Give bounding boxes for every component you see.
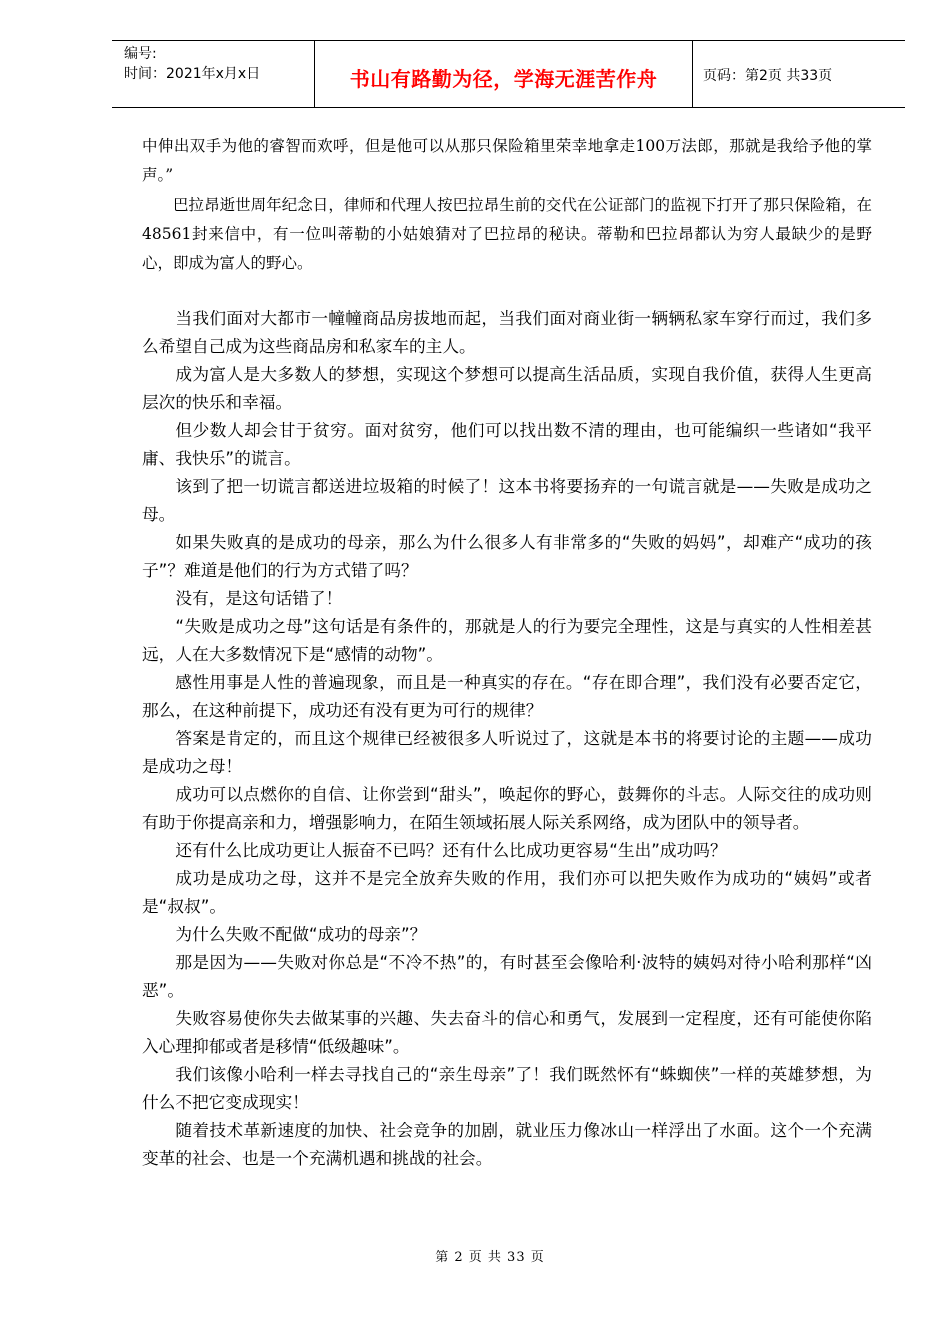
paragraph: 随着技术革新速度的加快、社会竞争的加剧，就业压力像冰山一样浮出了水面。这个一个充满变革的社会、也是一个充满机遇和挑战的社会。 [142,1120,872,1169]
header-page-cell [693,41,905,107]
header-motto-cell [315,41,693,107]
paragraph: 没有，是这句话错了！ [175,588,343,609]
header-left-cell [112,41,315,107]
paragraph: 答案是肯定的，而且这个规律已经被很多人听说过了，这就是本书的将要讨论的主题——成功是成功之母！ [142,728,872,777]
paragraph: 那是因为——失败对你总是“不冷不热”的，有时甚至会像哈利·波特的姨妈对待小哈利那样“凶恶”。 [142,952,872,1001]
document-body [142,132,872,1172]
paragraph: 还有什么比成功更让人振奋不已吗？还有什么比成功更容易“生出”成功吗？ [175,840,727,861]
paragraph: 失败容易使你失去做某事的兴趣、失去奋斗的信心和勇气，发展到一定程度，还有可能使你陷入心理抑郁或者是移情“低级趣味”。 [142,1008,872,1057]
document-header [112,40,905,108]
paragraph: 我们该像小哈利一样去寻找自己的“亲生母亲”了！我们既然怀有“蛛蜘侠”一样的英雄梦想，为什么不把它变成现实！ [142,1064,872,1113]
quote-paragraph: 中伸出双手为他的睿智而欢呼，但是他可以从那只保险箱里荣幸地拿走100万法郎，那就是我给予他的掌声。” [142,137,872,185]
paragraph: “失败是成功之母”这句话是有条件的，那就是人的行为要完全理性，这是与真实的人性相差甚远，人在大多数情况下是“感情的动物”。 [142,616,872,665]
paragraph: 为什么失败不配做“成功的母亲”？ [175,924,427,945]
page-footer [0,1246,950,1265]
time-label: 时间：2021年x月x日 [124,66,261,82]
paragraph: 如果失败真的是成功的母亲，那么为什么很多人有非常多的“失败的妈妈”，却难产“成功的孩子”？难道是他们的行为方式错了吗？ [142,532,872,581]
paragraph: 但少数人却会甘于贫穷。面对贫穷，他们可以找出数不清的理由，也可能编织一些诸如“我平庸、我快乐”的谎言。 [142,420,872,469]
paragraph: 成功可以点燃你的自信、让你尝到“甜头”，唤起你的野心，鼓舞你的斗志。人际交往的成功则有助于你提高亲和力，增强影响力，在陌生领域拓展人际关系网络，成为团队中的领导者。 [142,784,872,833]
paragraph: 当我们面对大都市一幢幢商品房拔地而起，当我们面对商业街一辆辆私家车穿行而过，我们多么希望自己成为这些商品房和私家车的主人。 [142,308,872,357]
serial-label: 编号: [124,46,157,62]
paragraph: 成功是成功之母，这并不是完全放弃失败的作用，我们亦可以把失败作为成功的“姨妈”或者是“叔叔”。 [142,868,872,917]
section-gap [142,278,872,304]
paragraph: 成为富人是大多数人的梦想，实现这个梦想可以提高生活品质，实现自我价值，获得人生更高层次的快乐和幸福。 [142,364,872,413]
footer-page-number: 第 2 页 共 33 页 [435,1250,545,1265]
motto-text: 书山有路勤为径，学海无涯苦作舟 [349,67,658,91]
header-page-label: 页码：第2页 共33页 [703,68,833,84]
paragraph: 该到了把一切谎言都送进垃圾箱的时候了！这本书将要扬弃的一句谎言就是——失败是成功之母。 [142,476,872,525]
paragraph: 感性用事是人性的普遍现象，而且是一种真实的存在。“存在即合理”，我们没有必要否定它，那么，在这种前提下，成功还有没有更为可行的规律？ [142,672,872,721]
quote-paragraph: 巴拉昂逝世周年纪念日，律师和代理人按巴拉昂生前的交代在公证部门的监视下打开了那只保险箱，在48561封来信中，有一位叫蒂勒的小姑娘猜对了巴拉昂的秘诀。蒂勒和巴拉昂都认为穷人最缺少的是野心，即成为富人的野心。 [142,195,872,273]
